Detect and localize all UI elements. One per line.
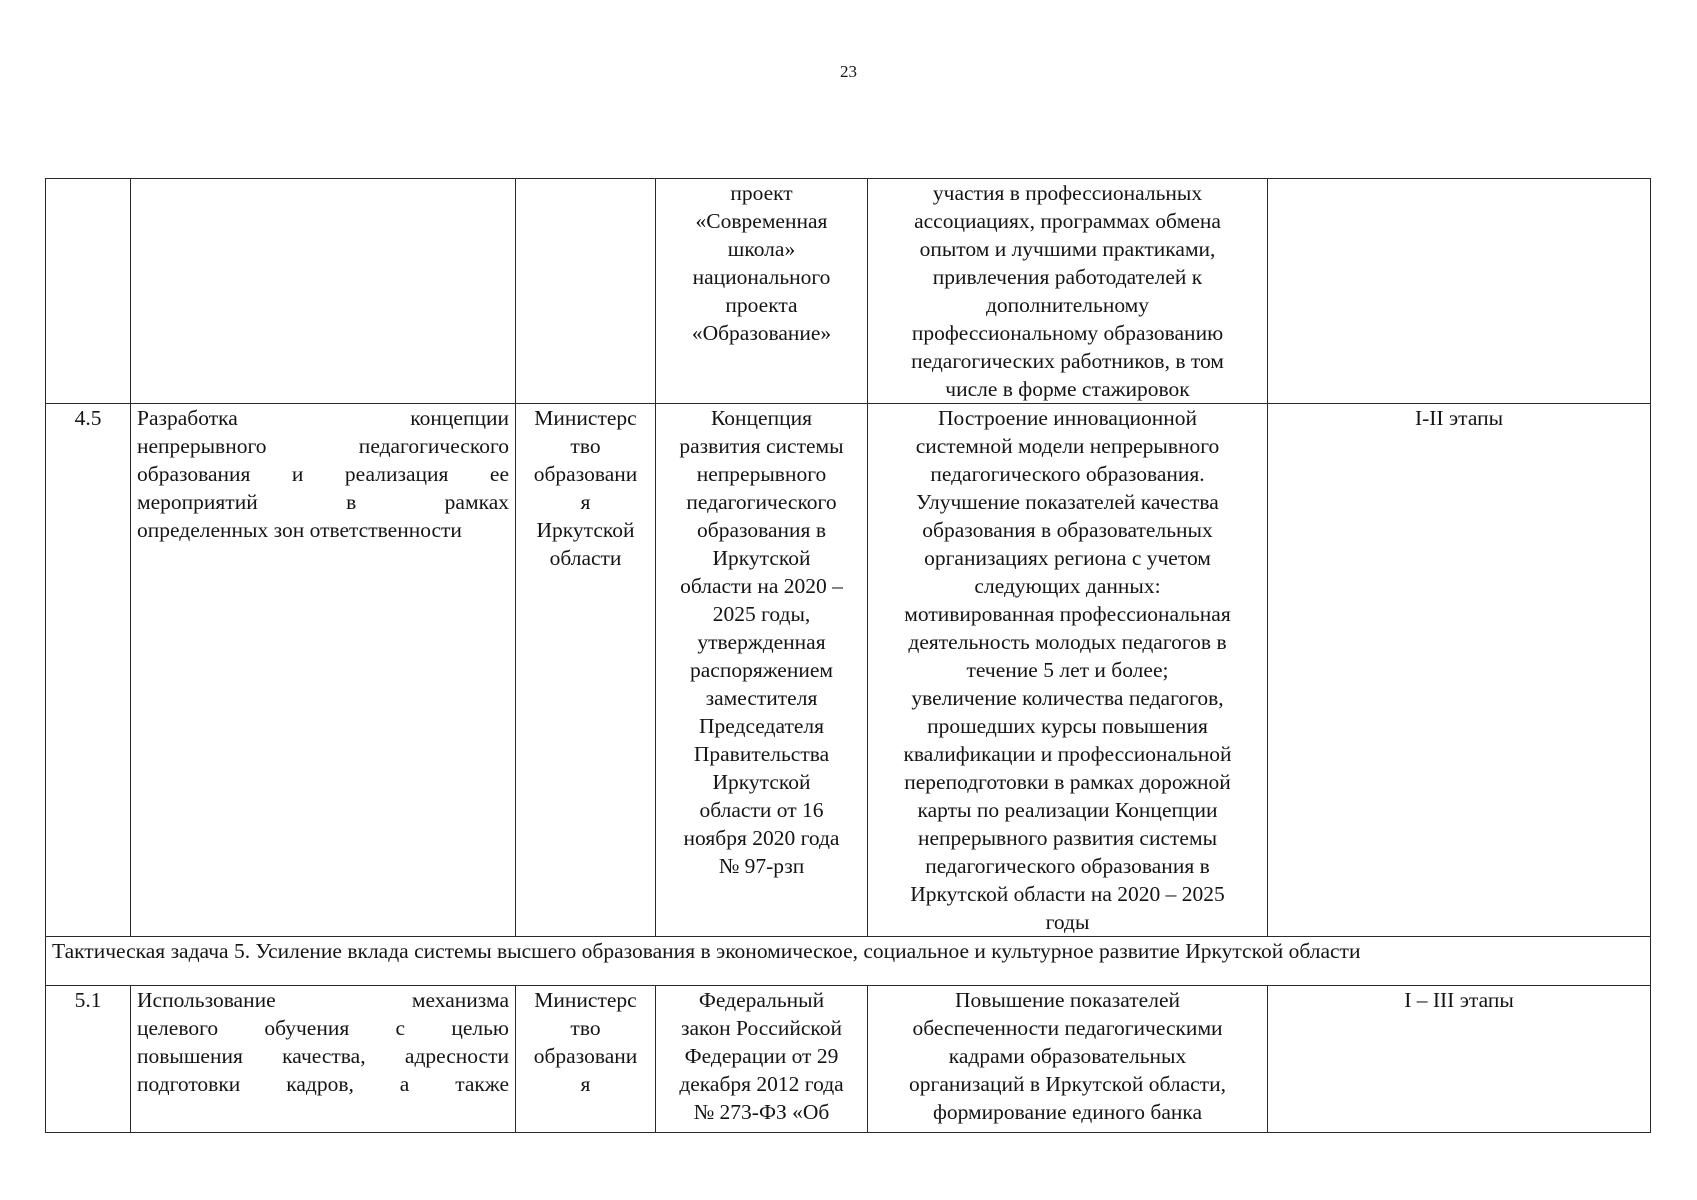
result-line: ассоциациях, программах обмена	[914, 209, 1221, 233]
basis-line: распоряжением	[689, 658, 833, 682]
result-line: следующих данных:	[974, 574, 1161, 598]
basis-line: 2025 годы,	[712, 602, 811, 626]
executor-line: образовани	[533, 462, 638, 486]
cell-number: 5.1	[46, 986, 131, 1133]
result-line: образования в образовательных	[922, 518, 1213, 542]
cell-result	[868, 404, 1268, 937]
cell-activity	[131, 404, 516, 937]
cell-basis	[656, 986, 868, 1133]
result-line: организаций в Иркутской области,	[909, 1072, 1226, 1096]
cell-term: I-II этапы	[1268, 404, 1651, 937]
executor-line: Министерс	[534, 406, 637, 430]
result-line: педагогического образования.	[930, 462, 1205, 486]
basis-line: национального	[692, 265, 831, 289]
cell-executor	[516, 179, 656, 404]
basis-line: области на 2020 –	[680, 574, 843, 598]
executor-line: образовани	[533, 1044, 638, 1068]
result-line: профессиональному образованию	[911, 321, 1224, 345]
executor-line: я	[580, 490, 591, 514]
result-line: прошедших курсы повышения	[927, 714, 1208, 738]
basis-line: Иркутской	[712, 770, 811, 794]
cell-number: 4.5	[46, 404, 131, 937]
result-line: педагогических работников, в том	[911, 349, 1224, 373]
basis-line: Правительства	[693, 742, 830, 766]
cell-activity	[131, 179, 516, 404]
basis-line: № 273-ФЗ «Об	[693, 1100, 830, 1124]
cell-executor	[516, 404, 656, 937]
tactical-task-heading: Тактическая задача 5. Усиление вклада системы высшего образования в экономическое, социальное и культурное развитие Иркутской области	[46, 937, 1651, 986]
basis-line: школа»	[727, 237, 796, 261]
result-line: кадрами образовательных	[948, 1044, 1187, 1068]
activity-line: целевого обучения с целью	[137, 1016, 509, 1040]
result-line: системной модели непрерывного	[915, 434, 1220, 458]
executor-line: Министерс	[534, 988, 637, 1012]
basis-line: педагогического	[686, 490, 837, 514]
basis-line: «Образование»	[691, 321, 832, 345]
result-line: увеличение количества педагогов,	[911, 686, 1224, 710]
table-row-task	[46, 937, 1651, 986]
executor-line: Иркутской	[536, 518, 635, 542]
table-row	[46, 404, 1651, 937]
basis-line: проект	[730, 181, 793, 205]
result-line: мотивированная профессиональная	[904, 602, 1231, 626]
basis-line: «Современная	[695, 209, 828, 233]
result-line: дополнительному	[985, 293, 1150, 317]
basis-line: декабря 2012 года	[679, 1072, 844, 1096]
basis-line: Иркутской	[712, 546, 811, 570]
result-line: течение 5 лет и более;	[966, 658, 1169, 682]
result-line: участия в профессиональных	[932, 181, 1203, 205]
activity-line: Разработка концепции	[137, 406, 509, 430]
activity-line: образования и реализация ее	[137, 462, 509, 486]
result-line: числе в форме стажировок	[945, 377, 1190, 401]
executor-line: тво	[570, 1016, 601, 1040]
result-line: непрерывного развития системы	[917, 826, 1218, 850]
cell-number	[46, 179, 131, 404]
cell-term	[1268, 179, 1651, 404]
basis-line: развития системы	[679, 434, 844, 458]
result-line: Улучшение показателей качества	[916, 490, 1219, 514]
executor-line: тво	[570, 434, 601, 458]
activity-line: подготовки кадров, а также	[137, 1072, 509, 1096]
basis-line: № 97-рзп	[718, 854, 805, 878]
basis-line: закон Российской	[681, 1016, 842, 1040]
result-line: обеспеченности педагогическими	[912, 1016, 1223, 1040]
cell-result	[868, 179, 1268, 404]
cell-term: I – III этапы	[1268, 986, 1651, 1133]
page-number: 23	[840, 62, 857, 81]
result-line: привлечения работодателей к	[932, 265, 1203, 289]
cell-result	[868, 986, 1268, 1133]
result-line: Построение инновационной	[938, 406, 1197, 430]
plan-table	[45, 178, 1651, 1133]
activity-line: Использование механизма	[137, 988, 509, 1012]
basis-line: заместителя	[705, 686, 818, 710]
basis-line: Федеральный	[698, 988, 825, 1012]
result-line: карты по реализации Концепции	[917, 798, 1218, 822]
activity-line: повышения качества, адресности	[137, 1044, 509, 1068]
basis-line: области от 16	[699, 798, 824, 822]
result-line: квалификации и профессиональной	[903, 742, 1232, 766]
activity-line: непрерывного педагогического	[137, 434, 509, 458]
result-line: Повышение показателей	[954, 988, 1180, 1012]
basis-line: Председателя	[698, 714, 825, 738]
basis-line: утвержденная	[697, 630, 826, 654]
basis-line: Концепция	[711, 406, 812, 430]
basis-line: Федерации от 29	[684, 1044, 839, 1068]
result-line: переподготовки в рамках дорожной	[904, 770, 1231, 794]
result-line: организациях региона с учетом	[924, 546, 1211, 570]
executor-line: области	[549, 546, 622, 570]
cell-executor	[516, 986, 656, 1133]
basis-line: проекта	[725, 293, 798, 317]
cell-basis	[656, 179, 868, 404]
result-line: годы	[1045, 910, 1090, 934]
result-line: опытом и лучшими практиками,	[919, 237, 1216, 261]
result-line: Иркутской области на 2020 – 2025	[910, 882, 1225, 906]
basis-line: образования в	[697, 518, 826, 542]
activity-line: мероприятий в рамках	[137, 490, 509, 514]
result-line: деятельность молодых педагогов в	[908, 630, 1227, 654]
table-row	[46, 179, 1651, 404]
table-row	[46, 986, 1651, 1133]
result-line: педагогического образования в	[925, 854, 1210, 878]
result-line: формирование единого банка	[932, 1100, 1203, 1124]
activity-line: определенных зон ответственности	[137, 518, 462, 542]
executor-line: я	[580, 1072, 591, 1096]
basis-line: непрерывного	[696, 462, 827, 486]
cell-basis	[656, 404, 868, 937]
cell-activity	[131, 986, 516, 1133]
basis-line: ноября 2020 года	[683, 826, 840, 850]
